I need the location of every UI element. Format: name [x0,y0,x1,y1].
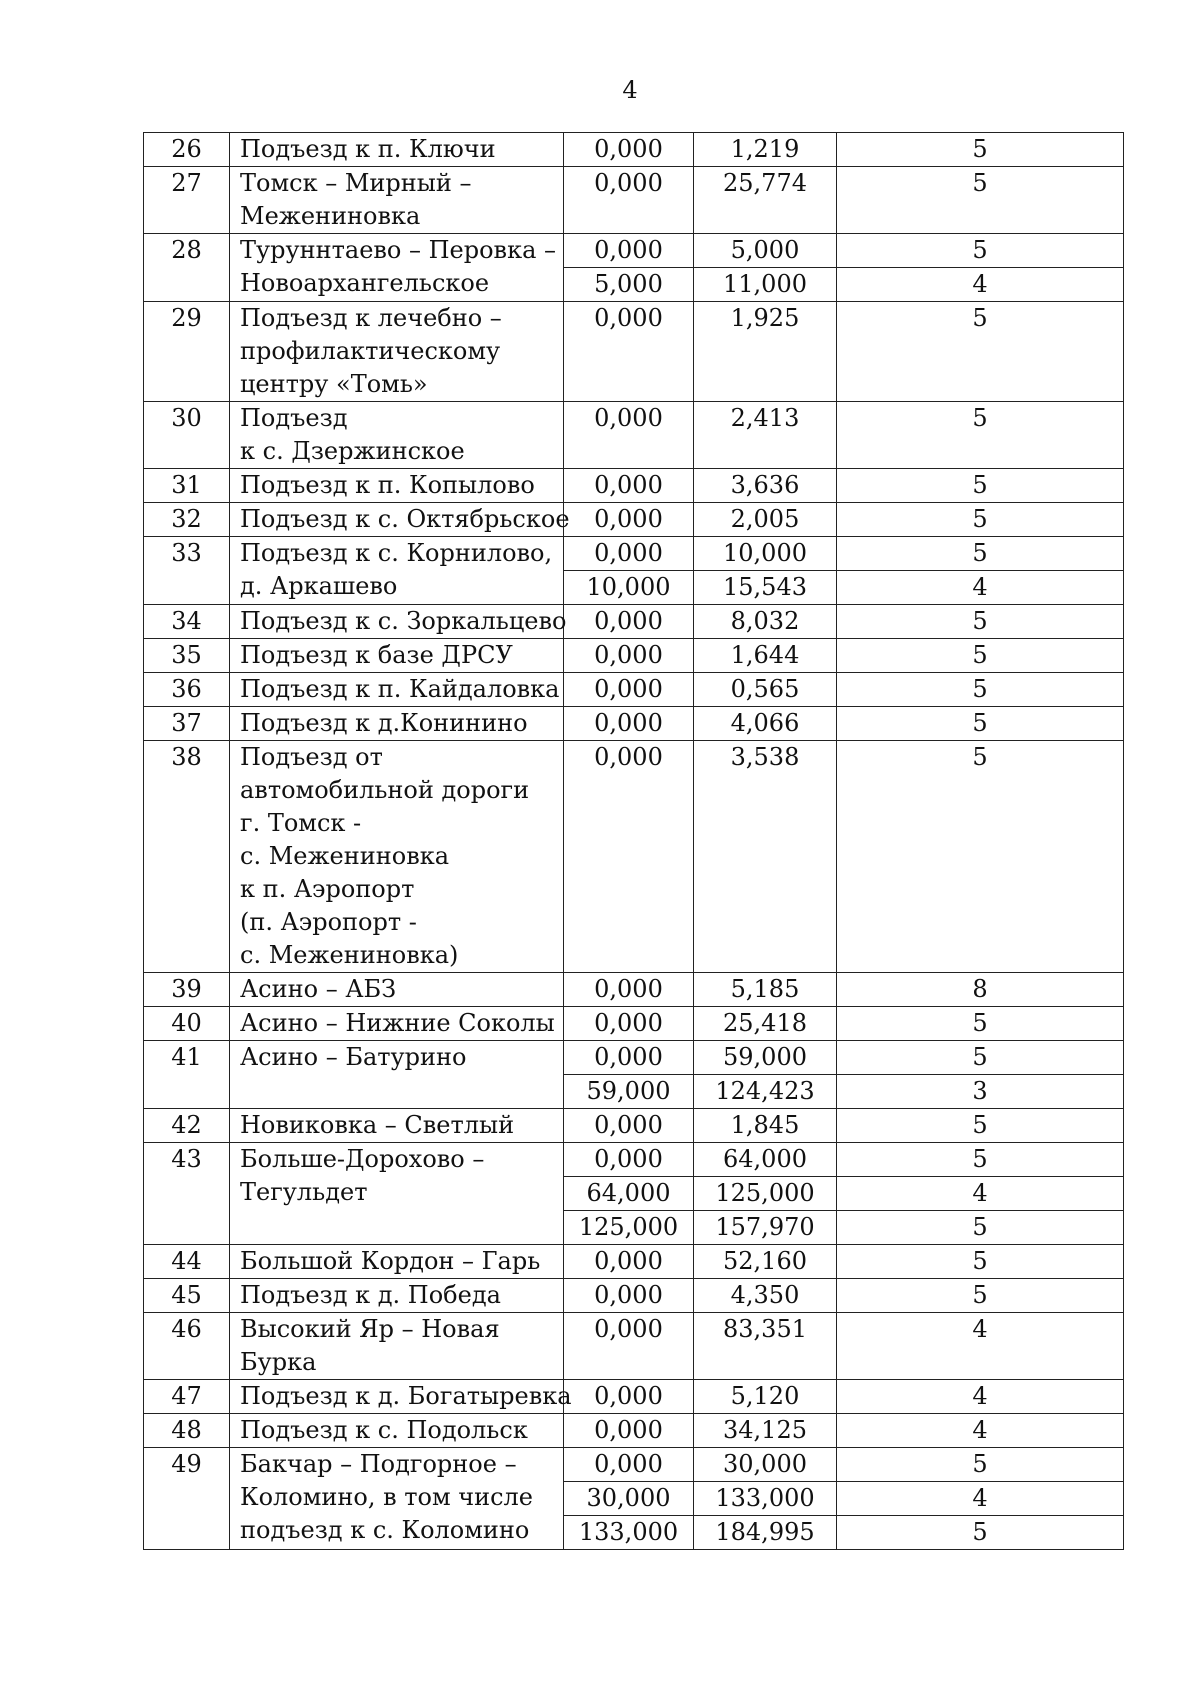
row-number: 29 [144,302,230,402]
km-start: 5,000 [564,268,694,302]
km-end: 1,845 [694,1109,837,1143]
km-start: 59,000 [564,1075,694,1109]
road-name-line: Подъезд [240,404,348,432]
road-name [230,1414,564,1448]
road-category: 5 [837,1143,1124,1177]
km-end: 4,066 [694,707,837,741]
table-row [144,234,1124,268]
row-number: 41 [144,1041,230,1109]
row-number: 31 [144,469,230,503]
road-name-line: Новоархангельское [240,269,490,297]
road-name-line: Новиковка – Светлый [240,1111,515,1139]
km-start: 0,000 [564,1143,694,1177]
road-name-line: Подъезд к с. Зоркальцево [240,607,567,635]
km-start: 0,000 [564,1313,694,1380]
km-start: 0,000 [564,1245,694,1279]
km-start: 0,000 [564,605,694,639]
km-end: 52,160 [694,1245,837,1279]
km-end: 5,120 [694,1380,837,1414]
road-name [230,1448,564,1550]
table-row [144,1109,1124,1143]
road-name-line: профилактическому [240,337,501,365]
road-category: 3 [837,1075,1124,1109]
road-name-line: с. Межениновка [240,842,450,870]
road-category: 4 [837,1313,1124,1380]
road-name-line: центру «Томь» [240,370,428,398]
road-name-line: Подъезд к с. Подольск [240,1416,528,1444]
km-start: 0,000 [564,639,694,673]
row-number: 32 [144,503,230,537]
km-end: 25,774 [694,167,837,234]
km-end: 1,925 [694,302,837,402]
road-category: 5 [837,133,1124,167]
road-name [230,1007,564,1041]
km-end: 125,000 [694,1177,837,1211]
road-name [230,605,567,639]
row-number: 40 [144,1007,230,1041]
table-row [144,469,1124,503]
road-category: 5 [837,1007,1124,1041]
page-number: 4 [622,76,638,104]
km-end: 2,413 [694,402,837,469]
km-end: 124,423 [694,1075,837,1109]
km-start: 0,000 [564,1109,694,1143]
road-category: 5 [837,469,1124,503]
km-start: 0,000 [564,673,694,707]
km-start: 0,000 [564,402,694,469]
km-end: 1,644 [694,639,837,673]
road-name-line: автомобильной дороги [240,776,530,804]
road-name-line: г. Томск - [240,809,362,837]
road-category: 5 [837,741,1124,973]
km-start: 0,000 [564,133,694,167]
road-category: 5 [837,167,1124,234]
road-name [230,1279,564,1313]
road-name [230,1245,564,1279]
km-start: 30,000 [564,1482,694,1516]
km-start: 0,000 [564,503,694,537]
road-name [230,503,570,537]
road-category: 5 [837,1211,1124,1245]
road-name-line: Подъезд к д.Конинино [240,709,528,737]
row-number: 35 [144,639,230,673]
road-name [230,707,564,741]
km-end: 34,125 [694,1414,837,1448]
table-row [144,1414,1124,1448]
road-category: 5 [837,1516,1124,1550]
road-name-line: Коломино, в том числе [240,1483,534,1511]
road-name-line: подъезд к с. Коломино [240,1516,530,1544]
road-name-line: д. Аркашево [240,572,398,600]
row-number: 39 [144,973,230,1007]
road-name [230,234,564,302]
road-name-line: Подъезд к д. Победа [240,1281,501,1309]
table-row [144,1380,1124,1414]
km-end: 8,032 [694,605,837,639]
km-end: 0,565 [694,673,837,707]
road-name-line: Подъезд к с. Корнилово, [240,539,553,567]
road-category: 5 [837,537,1124,571]
road-name-line: (п. Аэропорт - [240,908,417,936]
road-name-line: Подъезд к с. Октябрьское [240,505,570,533]
table-row [144,707,1124,741]
km-start: 0,000 [564,1448,694,1482]
table-row [144,402,1124,469]
row-number: 27 [144,167,230,234]
road-name-line: Тегульдет [240,1178,368,1206]
row-number: 37 [144,707,230,741]
row-number: 33 [144,537,230,605]
km-end: 133,000 [694,1482,837,1516]
table-row [144,1143,1124,1177]
row-number: 34 [144,605,230,639]
km-end: 11,000 [694,268,837,302]
km-start: 0,000 [564,469,694,503]
row-number: 42 [144,1109,230,1143]
row-number: 43 [144,1143,230,1245]
table-row [144,1313,1124,1380]
table-row [144,673,1124,707]
table-row [144,302,1124,402]
road-name-line: к с. Дзержинское [240,437,465,465]
road-name-line: к п. Аэропорт [240,875,415,903]
table-row [144,1279,1124,1313]
road-category: 5 [837,1109,1124,1143]
road-name-line: Асино – Нижние Соколы [240,1009,555,1037]
row-number: 49 [144,1448,230,1550]
road-name [230,1313,564,1380]
row-number: 38 [144,741,230,973]
road-category: 5 [837,639,1124,673]
road-category: 5 [837,234,1124,268]
road-category: 4 [837,1482,1124,1516]
road-name [230,673,564,707]
road-category: 8 [837,973,1124,1007]
table-row [144,605,1124,639]
km-end: 184,995 [694,1516,837,1550]
road-category: 4 [837,1414,1124,1448]
row-number: 26 [144,133,230,167]
table-row [144,133,1124,167]
km-end: 5,185 [694,973,837,1007]
road-name-line: Большой Кордон – Гарь [240,1247,541,1275]
row-number: 44 [144,1245,230,1279]
road-category: 5 [837,673,1124,707]
km-end: 1,219 [694,133,837,167]
road-category: 5 [837,707,1124,741]
km-end: 25,418 [694,1007,837,1041]
road-name [230,1109,564,1143]
roads-table-body [144,133,1124,1550]
road-name-line: Подъезд к базе ДРСУ [240,641,513,669]
road-category: 5 [837,1279,1124,1313]
road-name-line: Подъезд к п. Ключи [240,135,496,163]
km-start: 0,000 [564,1414,694,1448]
road-category: 5 [837,402,1124,469]
table-row [144,1041,1124,1075]
table-row [144,1448,1124,1482]
km-end: 157,970 [694,1211,837,1245]
road-name [230,973,564,1007]
km-start: 125,000 [564,1211,694,1245]
road-name-line: Подъезд от [240,743,383,771]
km-end: 64,000 [694,1143,837,1177]
table-row [144,503,1124,537]
table-row [144,741,1124,973]
km-start: 133,000 [564,1516,694,1550]
row-number: 45 [144,1279,230,1313]
km-start: 0,000 [564,537,694,571]
row-number: 36 [144,673,230,707]
row-number: 30 [144,402,230,469]
km-end: 5,000 [694,234,837,268]
table-row [144,639,1124,673]
road-name [230,1380,572,1414]
km-start: 10,000 [564,571,694,605]
row-number: 28 [144,234,230,302]
road-name [230,469,564,503]
table-row [144,1245,1124,1279]
road-category: 5 [837,1245,1124,1279]
road-name [230,639,564,673]
km-start: 0,000 [564,1279,694,1313]
road-name [230,302,564,402]
row-number: 46 [144,1313,230,1380]
km-end: 3,636 [694,469,837,503]
road-name-line: Подъезд к п. Кайдаловка [240,675,560,703]
road-name [230,133,564,167]
km-start: 0,000 [564,973,694,1007]
road-name-line: Больше-Дорохово – [240,1145,485,1173]
road-name-line: Томск – Мирный – [240,169,472,197]
road-name [230,1143,564,1245]
road-name [230,402,564,469]
road-name [230,741,564,973]
table-row [144,973,1124,1007]
row-number: 48 [144,1414,230,1448]
km-end: 59,000 [694,1041,837,1075]
roads-table [143,132,1124,1550]
km-end: 3,538 [694,741,837,973]
road-category: 5 [837,1448,1124,1482]
road-category: 5 [837,1041,1124,1075]
km-start: 0,000 [564,302,694,402]
km-end: 30,000 [694,1448,837,1482]
road-name-line: Асино – Батурино [240,1043,467,1071]
table-row [144,167,1124,234]
road-category: 4 [837,268,1124,302]
road-name-line: Туруннтаево – Перовка – [240,236,557,264]
km-end: 4,350 [694,1279,837,1313]
road-category: 5 [837,302,1124,402]
road-name-line: Подъезд к д. Богатыревка [240,1382,572,1410]
road-name-line: Межениновка [240,202,421,230]
table-row [144,1007,1124,1041]
km-start: 0,000 [564,1380,694,1414]
road-name-line: Бурка [240,1348,317,1376]
road-name-line: Подъезд к лечебно – [240,304,502,332]
km-end: 10,000 [694,537,837,571]
road-name-line: Асино – АБЗ [240,975,397,1003]
road-name [230,1041,564,1109]
road-category: 4 [837,1380,1124,1414]
road-category: 4 [837,1177,1124,1211]
km-start: 0,000 [564,167,694,234]
table-row [144,537,1124,571]
km-start: 0,000 [564,1041,694,1075]
row-number: 47 [144,1380,230,1414]
km-start: 0,000 [564,234,694,268]
road-category: 5 [837,605,1124,639]
km-end: 15,543 [694,571,837,605]
km-start: 0,000 [564,1007,694,1041]
road-category: 4 [837,571,1124,605]
road-name-line: Бакчар – Подгорное – [240,1450,517,1478]
road-name [230,167,564,234]
km-start: 0,000 [564,707,694,741]
road-category: 5 [837,503,1124,537]
km-end: 83,351 [694,1313,837,1380]
road-name-line: с. Межениновка) [240,941,459,969]
km-end: 2,005 [694,503,837,537]
road-name-line: Высокий Яр – Новая [240,1315,500,1343]
road-name [230,537,564,605]
road-name-line: Подъезд к п. Копылово [240,471,535,499]
km-start: 64,000 [564,1177,694,1211]
km-start: 0,000 [564,741,694,973]
